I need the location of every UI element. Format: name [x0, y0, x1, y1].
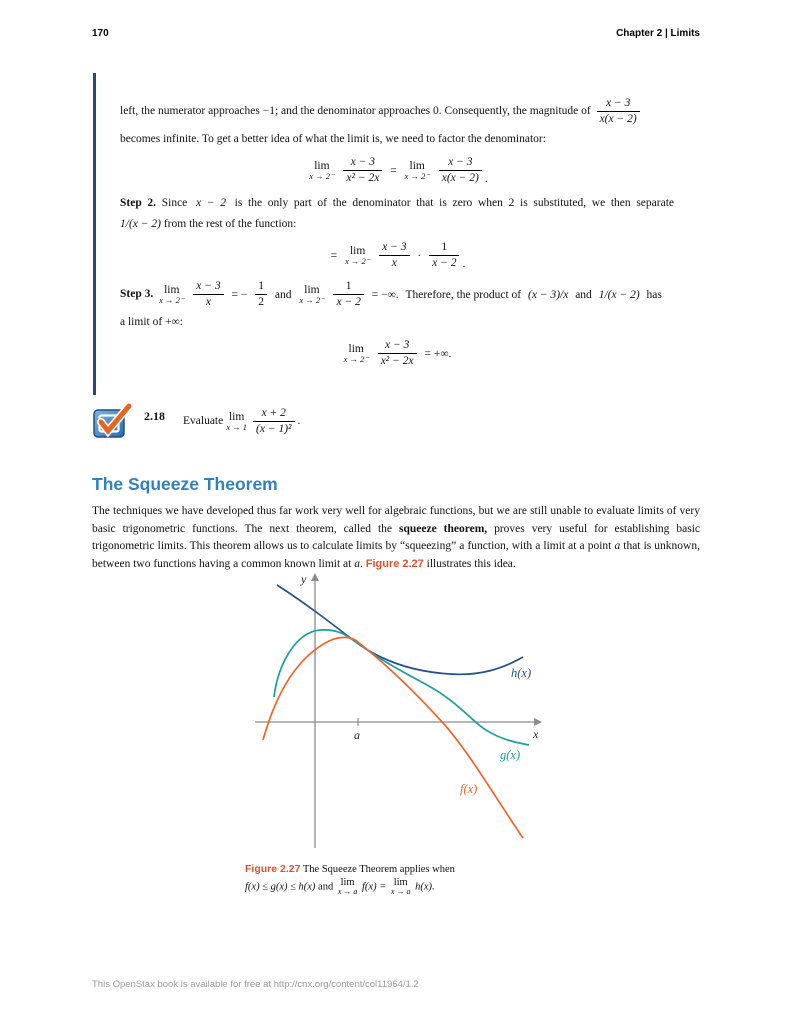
example-continuation-block: [93, 73, 674, 395]
step-label: Step 2.: [120, 197, 157, 210]
h-curve: [277, 585, 523, 674]
step3-line-1: Step 3. lim x → 2⁻ $\frac{x - 3}{x}$ = − $\frac{1}{2}$ and lim x → 2⁻ $\frac{1}{x - 2}$ = −∞. Therefore, the product of (x − 3)/x and 1/(x − 2) has: [120, 280, 662, 309]
fraction: $\frac{1}{2}$: [255, 280, 267, 309]
g-curve: [274, 630, 532, 745]
checkpoint-number: 2.18: [144, 408, 165, 423]
x-axis-arrow: [534, 718, 542, 726]
limit-operator: lim x → 2⁻: [343, 343, 369, 365]
equals-sign: =: [390, 164, 397, 177]
period: .: [297, 415, 301, 427]
section-paragraph: The techniques we have developed thus far work very well for algebraic functions, but we are still unable to evaluate limits of very basic trigonometric functions. The next theorem, called the squeeze theorem, proves very useful for establishing basic trigonometric limits. This theorem allows us to calculate limits by “squeezing” a function, with a limit at a point a that is unknown, between two functions having a common known limit at a. Figure 2.27 illustrates this idea.: [92, 505, 700, 570]
fraction: $\frac{x - 3}{x(x - 2)}$: [439, 156, 482, 185]
checkpoint-2-18: [92, 402, 300, 440]
f-curve-label: f(x): [460, 782, 478, 796]
checkpoint-prompt: Evaluate lim x → 1 $\frac{x + 2}{\text{(x − 1)²}}$ .: [183, 406, 301, 435]
equals-sign: =: [330, 249, 338, 262]
display-equation-2: [120, 241, 674, 270]
squeeze-theorem-graph: [245, 570, 545, 858]
limit-operator: lim x → 1: [226, 410, 248, 432]
bold-term: squeeze theorem,: [398, 522, 488, 535]
paragraph-line-2: becomes infinite. To get a better idea of what the limit is, we need to factor the denominator:: [120, 133, 546, 145]
step2-line-2: 1/(x − 2) from the rest of the function:: [120, 218, 297, 231]
y-axis-arrow: [311, 573, 319, 581]
h-curve-label: h(x): [511, 666, 532, 680]
g-curve-label: g(x): [500, 748, 521, 762]
equals-sign: = −: [231, 288, 248, 301]
multiplication-dot: ·: [417, 249, 422, 262]
x-axis-label: x: [533, 727, 539, 741]
step3-line-2: a limit of +∞:: [120, 316, 183, 329]
limit-operator: lim x → a: [390, 877, 411, 896]
figure-caption-label: Figure 2.27: [245, 863, 301, 875]
chapter-title: Chapter 2 | Limits: [616, 28, 700, 39]
page-number: 170: [92, 28, 109, 39]
display-equation-1: [120, 156, 674, 185]
footer-attribution: This OpenStax book is available for free at http://cnx.org/content/col11964/1.2: [92, 979, 419, 990]
limit-operator: lim x → 2⁻: [159, 284, 185, 306]
display-equation-3: lim x → 2⁻ $\frac{x - 3}{\text{x² − 2x}}$ = +∞.: [343, 339, 452, 368]
limit-operator: lim x → 2⁻: [404, 160, 430, 181]
fraction: $\frac{1}{x - 2}$: [333, 280, 363, 309]
step-label: Step 3.: [120, 288, 154, 301]
fraction: $\frac{x - 3}{x}$: [193, 280, 223, 309]
limit-operator: lim x → 2⁻: [345, 245, 371, 267]
limit-operator: lim x → 2⁻: [309, 160, 335, 181]
fraction: $\frac{x - 3}{x}$: [379, 241, 409, 270]
a-tick-label: a: [354, 728, 360, 742]
figure-reference: Figure 2.27: [365, 557, 424, 570]
body-text: left, the numerator approaches −1; and the denominator approaches 0. Consequently, the magnitude of: [120, 105, 591, 118]
figure-2-27: [245, 570, 565, 896]
fraction: $\frac{x + 2}{\text{(x − 1)²}}$: [253, 407, 294, 436]
checkpoint-icon: [92, 402, 134, 440]
inline-fraction: $\frac{x - 3}{x(x - 2)}$: [597, 97, 640, 126]
y-axis-label: y: [301, 572, 307, 586]
fraction: $\frac{x - 3}{\text{x² − 2x}}$: [378, 339, 417, 368]
page-header: [92, 28, 700, 39]
paragraph-line-1: [120, 97, 674, 126]
period: .: [484, 173, 488, 186]
fraction: $\frac{x - 3}{\text{x² − 2x}}$: [343, 156, 382, 185]
step2-line-1: Step 2. Since x − 2 is the only part of the denominator that is zero when 2 is substituted, we then separate: [120, 197, 675, 210]
fraction: $\frac{1}{x - 2}$: [429, 241, 459, 270]
period: .: [462, 258, 466, 271]
section-heading: The Squeeze Theorem: [92, 474, 278, 494]
figure-caption: Figure 2.27 The Squeeze Theorem applies when f(x) ≤ g(x) ≤ h(x) and lim x → a f(x) = lim x → a h(x).: [245, 863, 455, 896]
limit-operator: lim x → a: [337, 877, 358, 896]
limit-operator: lim x → 2⁻: [299, 284, 325, 306]
f-curve: [263, 637, 523, 838]
